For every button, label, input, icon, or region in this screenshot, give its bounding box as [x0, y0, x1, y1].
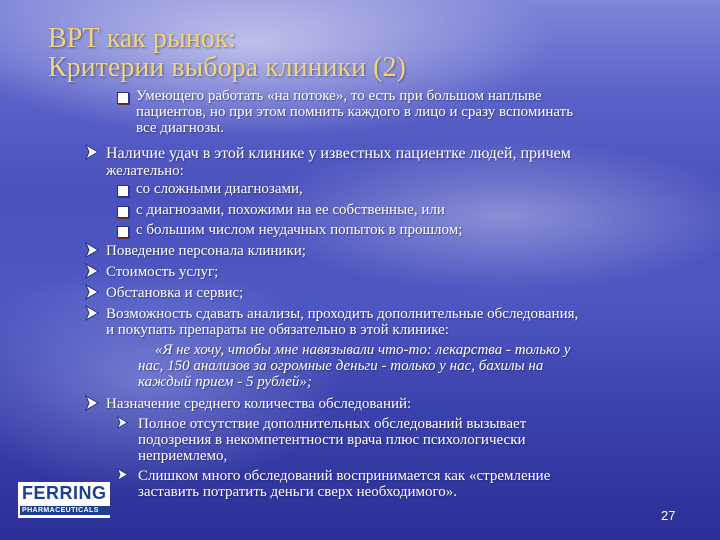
square-bullet-icon: [117, 92, 129, 104]
b3: Стоимость услуг;: [106, 264, 219, 280]
b6-sub1-line-3: неприемлемо,: [138, 448, 228, 464]
b6: Назначение среднего количества обследований:: [106, 396, 412, 412]
square-bullet-icon: [117, 206, 129, 218]
b1-line-1: Наличие удач в этой клинике у известных пациентке людей, причем: [106, 145, 571, 162]
sub0-line-3: все диагнозы.: [136, 120, 224, 136]
quote-line-2: нас, 150 анализов за огромные деньги - только у нас, бахилы на: [138, 358, 544, 374]
arrow-bullet-icon: [84, 144, 100, 160]
logo-wordmark: FERRING: [22, 483, 107, 503]
arrow-bullet-icon: [84, 305, 100, 321]
slide-title: [48, 24, 406, 82]
sub0-line-1: Умеющего работать «на потоке», то есть при большом наплыве: [136, 88, 542, 104]
b5-line-2: и покупать препараты не обязательно в этой клинике:: [106, 322, 449, 338]
sub0-line-2: пациентов, но при этом помнить каждого в лицо и сразу вспоминать: [136, 104, 574, 120]
b1-line-2: желательно:: [106, 163, 184, 179]
arrow-bullet-icon: [116, 416, 129, 429]
quote-line-1: «Я не хочу, чтобы мне навязывали что-то: лекарства - только у: [155, 342, 571, 358]
b5-line-1: Возможность сдавать анализы, проходить дополнительные обследования,: [106, 306, 579, 322]
arrow-bullet-icon: [84, 242, 100, 258]
b2: Поведение персонала клиники;: [106, 243, 306, 259]
page-number: 27: [661, 508, 676, 523]
arrow-bullet-icon: [84, 263, 100, 279]
b6-sub2-line-1: Слишком много обследований воспринимается как «стремление: [138, 468, 551, 484]
b4: Обстановка и сервис;: [106, 285, 244, 301]
square-bullet-icon: [117, 185, 129, 197]
arrow-bullet-icon: [84, 284, 100, 300]
square-bullet-icon: [117, 226, 129, 238]
b1-sub-2: с диагнозами, похожими на ее собственные, или: [136, 202, 445, 218]
title-line-1: ВРТ как рынок:: [48, 23, 237, 54]
b6-sub1-line-2: подозрения в некомпетентности врача плюс психологически: [138, 432, 526, 448]
ferring-logo: [18, 482, 110, 518]
title-line-2: Критерии выбора клиники (2): [48, 52, 406, 83]
b1-sub-3: с большим числом неудачных попыток в прошлом;: [136, 222, 463, 238]
quote-line-3: каждый прием - 5 рублей»;: [138, 374, 312, 390]
arrow-bullet-icon: [84, 395, 100, 411]
logo-subtitle: PHARMACEUTICALS: [20, 506, 110, 515]
b6-sub2-line-2: заставить потратить деньги сверх необходимого».: [138, 484, 458, 500]
b1-sub-1: со сложными диагнозами,: [136, 181, 303, 197]
arrow-bullet-icon: [116, 468, 129, 481]
b6-sub1-line-1: Полное отсутствие дополнительных обследований вызывает: [138, 416, 527, 432]
